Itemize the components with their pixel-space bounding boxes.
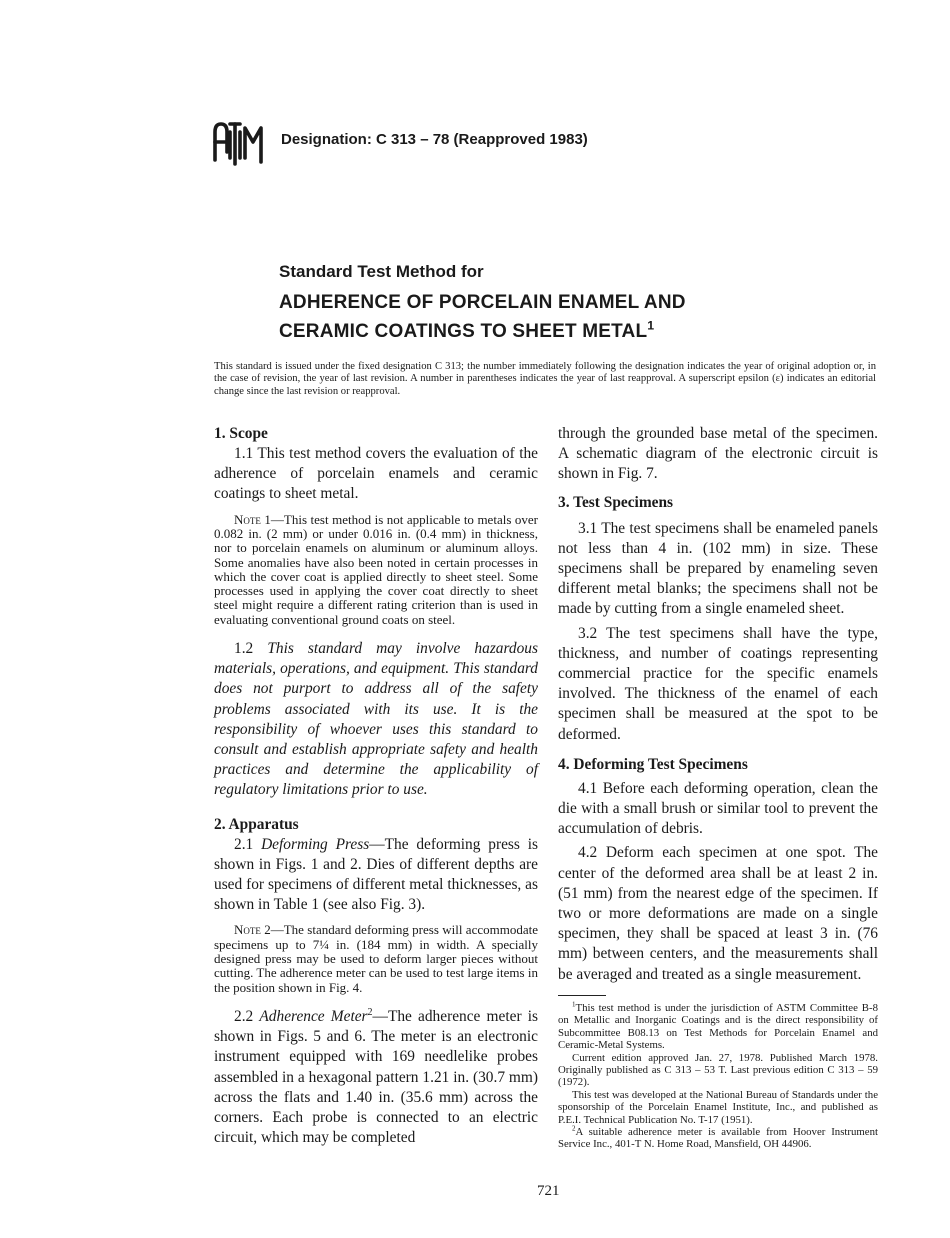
astm-logo — [212, 118, 264, 166]
section-heading-deforming: 4. Deforming Test Specimens — [558, 755, 748, 773]
title-line-2: ADHERENCE OF PORCELAIN ENAMEL AND — [279, 292, 686, 313]
title-line-1: Standard Test Method for — [279, 262, 484, 281]
footnote-edition: Current edition approved Jan. 27, 1978. Published March 1978. Originally published as C 313 – 53 T. Last previous edition C 313 – 59 (1972). — [558, 1051, 878, 1089]
designation: Designation: C 313 – 78 (Reapproved 1983) — [281, 131, 588, 148]
paragraph-1-2: 1.2 This standard may involve hazardous materials, operations, and equipment. This standard does not purport to address all of the safety problems associated with its use. It is the responsibility of whoever uses this standard to consult and establish appropriate safety and health practices and determine the applicability of regulatory limitations prior to use. — [214, 639, 538, 799]
left-column — [214, 424, 538, 1148]
paragraph-3-2: 3.2 The test specimens shall have the type, thickness, and number of coatings representing commercial practice for the specific enamels involved. The thickness of the enamel of each specimen shall be measured at the spot to be deformed. — [558, 624, 878, 743]
right-column — [558, 424, 878, 1151]
section-heading-apparatus: 2. Apparatus — [214, 815, 299, 833]
title-footnote-ref: 1 — [647, 318, 655, 333]
page-number: 721 — [537, 1183, 560, 1199]
footnote-nbs: This test was developed at the National Bureau of Standards under the sponsorship of the Porcelain Enamel Institute, Inc., and published as P.E.I. Technical Publication No. T-17 (1951). — [558, 1088, 878, 1126]
paragraph-2-2-continued: through the grounded base metal of the specimen. A schematic diagram of the electronic circuit is shown in Fig. 7. — [558, 425, 878, 483]
note-2: Note 2—The standard deforming press will accommodate specimens up to 7¼ in. (184 mm) in width. A specially designed press may be used to deform larger pieces without cutting. The adherence meter can be used to test large items in the position shown in Fig. 4. — [214, 922, 538, 995]
title-line-3: CERAMIC COATINGS TO SHEET METAL$^1$ — [279, 318, 655, 342]
paragraph-2-1: 2.1 Deforming Press—The deforming press is shown in Figs. 1 and 2. Dies of different depths are used for specimens of different metal thicknesses, as shown in Table 1 (see also Fig. 3). — [214, 835, 538, 914]
note-1: Note 1—This test method is not applicable to metals over 0.082 in. (2 mm) or under 0.016 in. (0.4 mm) in thickness, nor to porcelain enamels on aluminum or aluminum alloys. Some anomalies have also been noted in certain processes in which the cover coat is applied directly to sheet steel. Some processes used in applying the cover coat directly to sheet steel might require a different rating criterion than is used in evaluating conventional ground coats on steel. — [214, 511, 538, 627]
paragraph-3-1: 3.1 The test specimens shall be enameled panels not less than 4 in. (102 mm) in size. These specimens shall be prepared by enameling seven different metal blanks; the specimens shall not be made by cutting from a single enameled sheet. — [558, 519, 878, 618]
document-title — [279, 262, 686, 346]
section-heading-specimens: 3. Test Specimens — [558, 493, 674, 511]
paragraph-1-1: 1.1 This test method covers the evaluation of the adherence of porcelain enamels and ceramic coatings to sheet metal. — [214, 445, 538, 503]
paragraph-4-1: 4.1 Before each deforming operation, clean the die with a small brush or similar tool to prevent the accumulation of debris. — [558, 779, 878, 838]
paragraph-4-2: 4.2 Deform each specimen at one spot. The center of the deformed area shall be at least 2 in. (51 mm) from the nearest edge of the specimen. If two or more deformations are made on a single specimen, they shall be spaced at least 3 in. (76 mm) between centers, and the measurements shall be averaged and treated as a single measurement. — [558, 844, 878, 983]
footnote-2: $^2$A suitable adherence meter is available from Hoover Instrument Service Inc., 401-T N. Home Road, Mansfield, OH 44906. — [558, 1124, 878, 1151]
footnote-divider — [558, 995, 606, 996]
footnote-1: $^1$This test method is under the jurisdiction of ASTM Committee B-8 on Metallic and Inorganic Coatings and is the direct responsibility of Subcommittee B08.13 on Test Methods for Porcelain Enamel and Ceramic-Metal Systems. — [558, 1000, 878, 1052]
paragraph-2-2: 2.2 Adherence Meter$^2$—The adherence meter is shown in Figs. 5 and 6. The meter is an electronic instrument equipped with 169 needlelike probes assembled in a hexagonal pattern 1.21 in. (30.7 mm) across the flats and 1.40 in. (35.6 mm) across the corners. Each probe is connected to an electric circuit, which may be completed — [214, 1006, 539, 1147]
designation-notice: This standard is issued under the fixed designation C 313; the number immediately following the designation indicates the year of original adoption or, in the case of revision, the year of last revision. A number in parentheses indicates the year of last reapproval. A superscript epsilon (ε) indicates an editorial change since the last revision or reapproval. — [214, 361, 876, 397]
section-heading-scope: 1. Scope — [214, 425, 268, 442]
